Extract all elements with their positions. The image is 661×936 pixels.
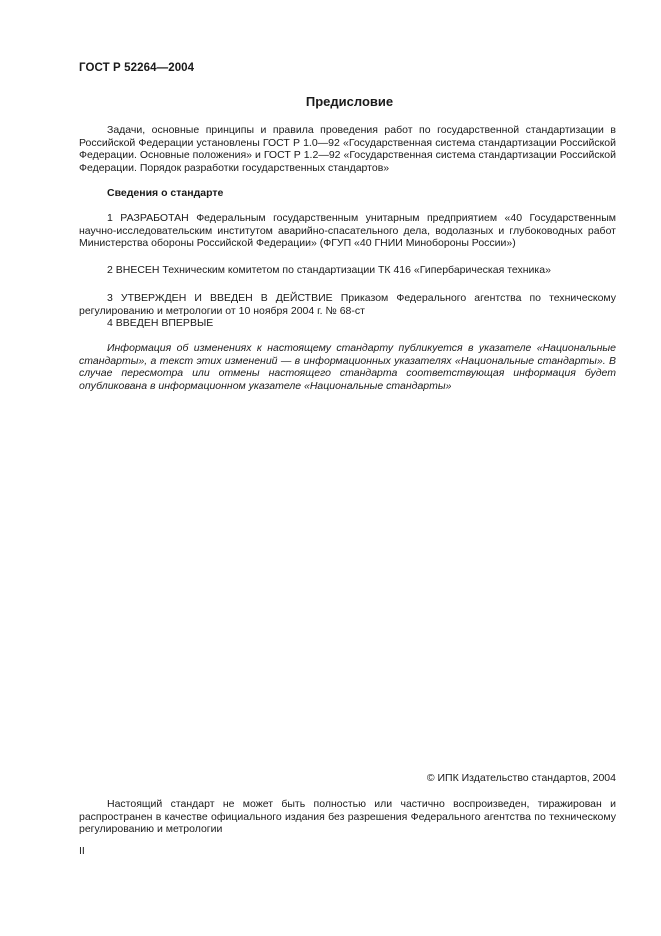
copyright-line: © ИПК Издательство стандартов, 2004 — [426, 772, 616, 784]
item-1-block — [79, 212, 616, 250]
item-3-block — [79, 292, 616, 330]
item-2: 2 ВНЕСЕН Техническим комитетом по стандартизации ТК 416 «Гипербарическая техника» — [107, 264, 551, 276]
notice-block — [79, 342, 616, 392]
item-2-block — [79, 264, 616, 277]
item-1: 1 РАЗРАБОТАН Федеральным государственным унитарным предприятием «40 Государственным научно-исследовательским институтом аварийно-спасательного дела, водолазных и глубоководных работ Министерства обороны Российской Федерации» (ФГУП «40 ГНИИ Минобороны России») — [79, 212, 616, 250]
footer-block — [79, 798, 616, 836]
intro-paragraph: Задачи, основные принципы и правила проведения работ по государственной стандартизации в Российской Федерации установлены ГОСТ Р 1.0—92 «Государственная система стандартизации Российской Федерации. Основные положения» и ГОСТ Р 1.2—92 «Государственная система стандартизации Российской Федерации. Порядок разработки государственных стандартов» — [79, 124, 616, 174]
page-number: II — [79, 845, 85, 857]
section-heading: Сведения о стандарте — [107, 187, 224, 199]
page-title: Предисловие — [305, 94, 394, 109]
section-heading-block — [79, 187, 616, 200]
item-4: 4 ВВЕДЕН ВПЕРВЫЕ — [107, 317, 214, 330]
item-3: 3 УТВЕРЖДЕН И ВВЕДЕН В ДЕЙСТВИЕ Приказом Федерального агентства по техническому регулированию и метрологии от 10 ноября 2004 г. № 68-ст — [79, 292, 616, 317]
intro-block — [79, 124, 616, 174]
document-code-header: ГОСТ Р 52264—2004 — [79, 62, 195, 74]
footer-paragraph: Настоящий стандарт не может быть полностью или частично воспроизведен, тиражирован и распространен в качестве официального издания без разрешения Федерального агентства по техническому регулированию и метрологии — [79, 798, 616, 836]
notice-paragraph: Информация об изменениях к настоящему стандарту публикуется в указателе «Национальные стандарты», а текст этих изменений — в информационных указателях «Национальные стандарты». В случае пересмотра или отмены настоящего стандарта соответствующая информация будет опубликована в информационном указателе «Национальные стандарты» — [79, 342, 616, 392]
